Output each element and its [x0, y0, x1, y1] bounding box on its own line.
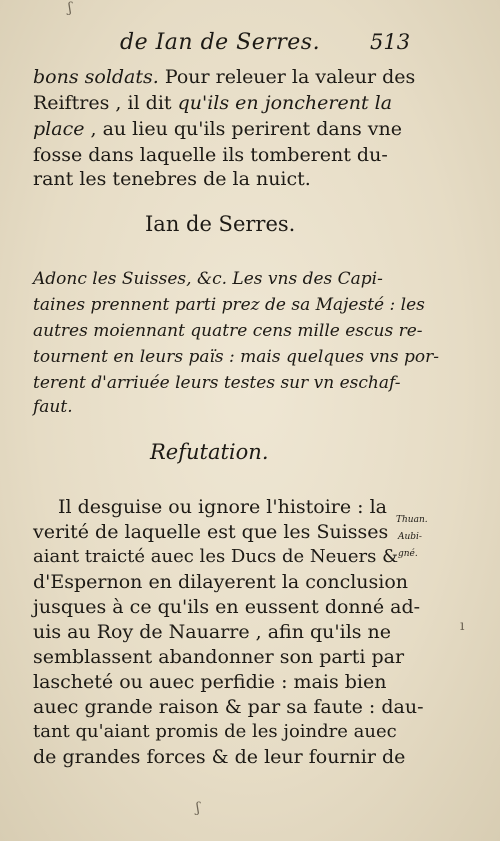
page-edge-mark-top: ʃ	[68, 0, 72, 16]
section-heading-refutation: Refutation.	[150, 440, 269, 464]
top-paragraph-line: place , au lieu qu'ils perirent dans vne	[33, 118, 402, 140]
body-line: tant qu'aiant promis de les joindre auec	[33, 721, 397, 742]
quote-line: terent d'arriuée leurs testes sur vn eschaf-	[33, 373, 401, 393]
quote-line: autres moiennant quatre cens mille escus re-	[33, 321, 423, 341]
margin-note-gne: gné.	[398, 549, 418, 559]
body-line: aiant traicté auec les Ducs de Neuers &	[33, 546, 399, 567]
top-paragraph-line: Reiftres , il dit qu'ils en joncherent la	[33, 92, 393, 114]
page-edge-mark-bottom: ʃ	[196, 800, 200, 816]
top-paragraph-line: bons soldats. Pour releuer la valeur des	[33, 66, 416, 88]
body-line: de grandes forces & de leur fournir de	[33, 746, 406, 768]
margin-note-thuan: Thuan.	[396, 515, 428, 525]
margin-note-aubi: Aubi-	[398, 532, 422, 542]
quote-line: faut.	[33, 397, 73, 417]
top-paragraph-line: rant les tenebres de la nuict.	[33, 168, 311, 190]
top-paragraph-line: fosse dans laquelle ils tomberent du-	[33, 144, 388, 166]
body-line: Il desguise ou ignore l'histoire : la	[58, 496, 388, 518]
quote-line: tournent en leurs païs : mais quelques vns por-	[33, 347, 439, 367]
section-heading-ian-de-serres: Ian de Serres.	[145, 212, 296, 236]
body-line: jusques à ce qu'ils en eussent donné ad-	[33, 596, 421, 618]
page-number: 513	[370, 30, 411, 54]
quote-line: Adonc les Suisses, &c. Les vns des Capi-	[33, 269, 383, 289]
running-title: de Ian de Serres.	[120, 30, 321, 55]
quote-line: taines prennent parti prez de sa Majesté : les	[33, 295, 425, 315]
margin-tick-mark: ı	[460, 618, 465, 634]
body-line: lascheté ou auec perfidie : mais bien	[33, 671, 387, 693]
body-line: semblassent abandonner son parti par	[33, 646, 405, 668]
body-line: verité de laquelle est que les Suisses	[33, 521, 389, 543]
body-line: uis au Roy de Nauarre , afin qu'ils ne	[33, 621, 392, 643]
body-line: d'Espernon en dilayerent la conclusion	[33, 571, 409, 593]
body-line: auec grande raison & par sa faute : dau-	[33, 696, 424, 718]
